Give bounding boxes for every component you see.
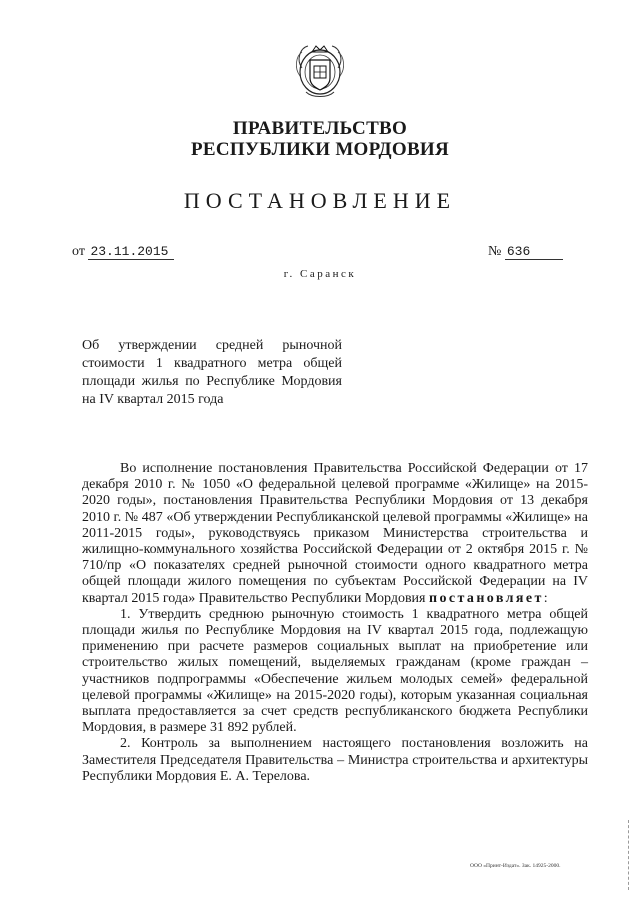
item-2-paragraph: 2. Контроль за выполнением настоящего постановления возложить на Заместителя Председателя Правительства – Министра строительства и архитектуры Республики Мордовия Е. А. Терелова. [82, 736, 588, 784]
number-field [488, 244, 563, 260]
number-value: 636 [505, 244, 563, 260]
resolves-colon: : [543, 590, 548, 606]
item-1-paragraph: 1. Утвердить среднюю рыночную стоимость 1 квадратного метра общей площади жилья по Республике Мордовия на IV квартал 2015 года, подлежащую применению при расчете размеров социальных выплат на приобретение или строительство жилых помещений, выделяемых гражданам (кроме граждан – участников подпрограммы «Обеспечение жильем молодых семей» федеральной целевой программы «Жилище» на 2015-2020 годы), которым указанная социальная выплата предоставляется за счет средств республиканского бюджета Республики Мордовия, в размере 31 892 рублей. [82, 606, 588, 736]
government-title-line2: РЕСПУБЛИКИ МОРДОВИЯ [190, 139, 450, 160]
city-name: г. Саранск [283, 268, 357, 280]
document-body [82, 461, 588, 785]
resolves-word: постановляет [429, 590, 544, 606]
date-prefix: от [72, 244, 85, 259]
government-title-line1: ПРАВИТЕЛЬСТВО [232, 118, 408, 139]
edge-mark [628, 820, 630, 890]
coat-of-arms-emblem [292, 38, 348, 102]
number-prefix: № [488, 244, 502, 259]
document-type-heading: ПОСТАНОВЛЕНИЕ [183, 188, 457, 213]
document-subject: Об утверждении средней рыночной стоимости 1 квадратного метра общей площади жилья по Республике Мордовия на IV квартал 2015 года [82, 338, 342, 407]
date-value: 23.11.2015 [88, 244, 174, 260]
preamble-paragraph [82, 461, 588, 607]
printer-imprint: ООО «Принт-Издат». Зак. 14925-2000. [470, 863, 561, 869]
date-field [72, 244, 174, 260]
preamble-text: Во исполнение постановления Правительства Российской Федерации от 17 декабря 2010 г. № 1050 «О федеральной целевой программе «Жилище» на 2015-2020 годы», постановления Правительства Республики Мордовия от 13 декабря 2010 г. № 487 «Об утверждении Республиканской целевой программы «Жилище» на 2011-2015 годы», руководствуясь приказом Министерства строительства и жилищно-коммунального хозяйства Российской Федерации от 2 октября 2015 г. № 710/пр «О показателях средней рыночной стоимости одного квадратного метра общей площади жилого помещения по субъектам Российской Федерации на IV квартал 2015 года» Правительство Республики Мордовия [82, 461, 588, 606]
